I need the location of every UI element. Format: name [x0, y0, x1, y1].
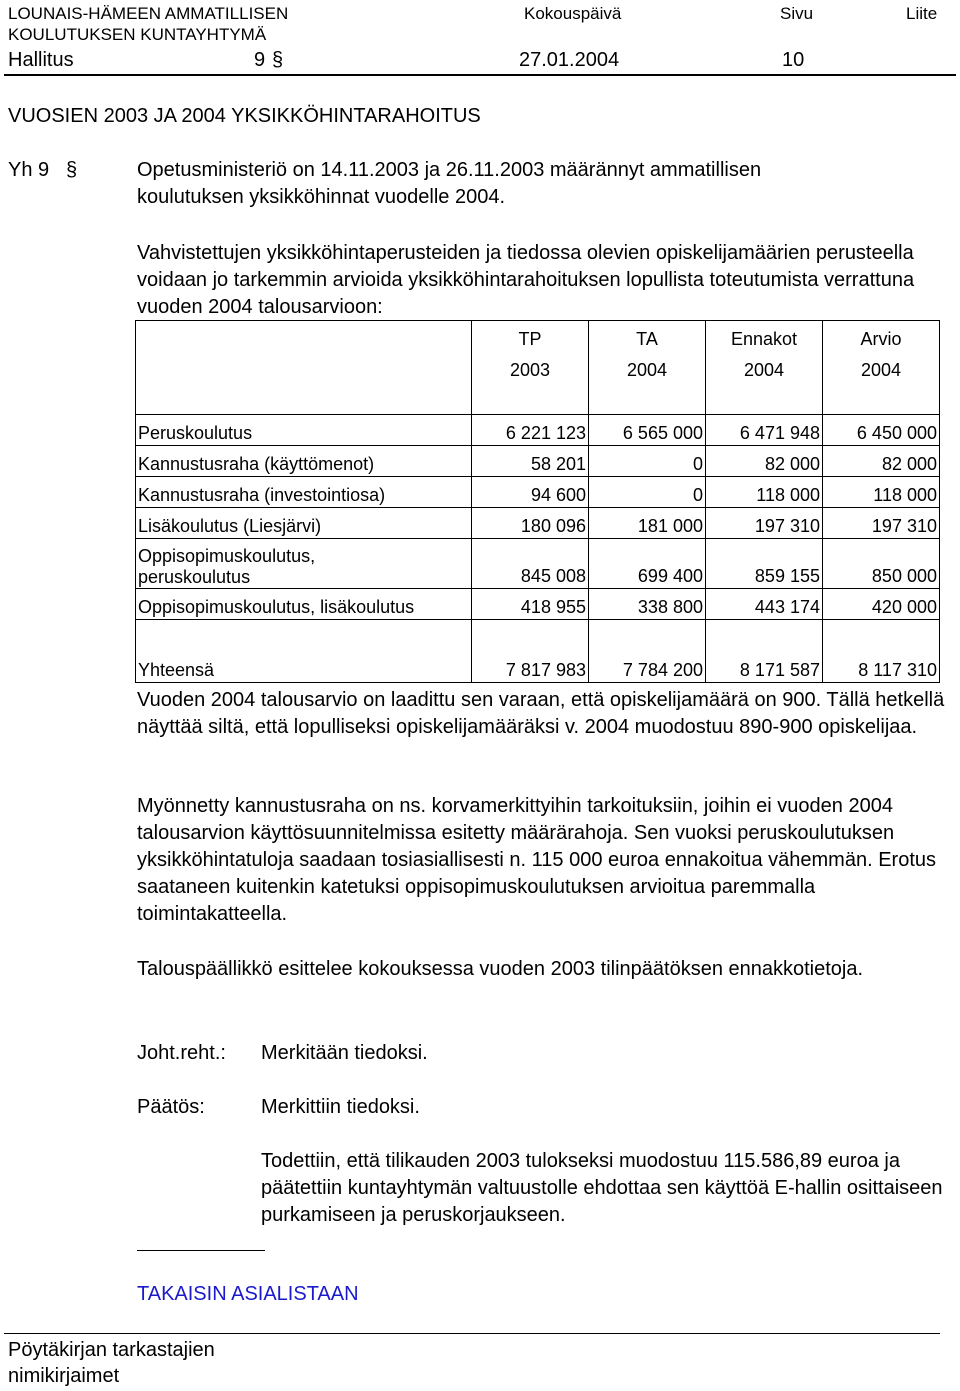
table-col-tp-2003: [472, 321, 589, 415]
item-code: Yh 9: [8, 159, 50, 181]
cell-value: 197 310: [823, 508, 940, 539]
table-col-arvio-2004: [823, 321, 940, 415]
item-intro-line2: koulutuksen yksikköhinnat vuodelle 2004.: [137, 186, 506, 208]
row-label: Oppisopimuskoulutus, lisäkoulutus: [136, 589, 472, 620]
header-rule: [4, 74, 956, 76]
item-section-mark: §: [66, 159, 78, 181]
cell-value: 94 600: [472, 477, 589, 508]
cell-value: 82 000: [823, 446, 940, 477]
table-row: [136, 477, 940, 508]
section-title: VUOSIEN 2003 JA 2004 YKSIKKÖHINTARAHOITUS: [8, 105, 481, 127]
cell-value: 338 800: [589, 589, 706, 620]
total-value: 7 817 983: [472, 620, 589, 683]
cell-value: 82 000: [706, 446, 823, 477]
footer-rule: [4, 1333, 940, 1334]
cell-value: 6 471 948: [706, 415, 823, 446]
cell-value: 443 174: [706, 589, 823, 620]
col-header-line2: 2004: [626, 360, 668, 380]
col-header-line2: 2004: [860, 360, 902, 380]
paragraph-student-count: Vuoden 2004 talousarvio on laadittu sen varaan, että opiskelijamäärä on 900. Tällä hetkellä näyttää siltä, että lopulliseksi opiskelijamääräksi v. 2004 muodostuu 890-900 opiskelijaa.: [137, 689, 945, 738]
back-to-agenda-link[interactable]: TAKAISIN ASIALISTAAN: [137, 1283, 359, 1305]
paragraph-financial-manager: Talouspäällikkö esittelee kokouksessa vuoden 2003 tilinpäätöksen ennakkotietoja.: [137, 958, 864, 980]
table-col-ennakot-2004: [706, 321, 823, 415]
row-label: Lisäkoulutus (Liesjärvi): [136, 508, 472, 539]
cell-value: 6 565 000: [589, 415, 706, 446]
row-label: [136, 539, 472, 589]
cell-value: 197 310: [706, 508, 823, 539]
cell-value: 58 201: [472, 446, 589, 477]
table-header-row: [136, 321, 940, 415]
table-row: [136, 508, 940, 539]
org-name-line2: KOULUTUKSEN KUNTAYHTYMÄ: [8, 25, 267, 44]
cell-value: 859 155: [706, 539, 823, 589]
cell-value: 181 000: [589, 508, 706, 539]
budget-table: [135, 320, 940, 683]
paragraph-incentive: Myönnetty kannustusraha on ns. korvamerkittyihin tarkoituksiin, joihin ei vuoden 2004 talousarvion käyttösuunnitelmissa esitetty määrärahoja. Sen vuoksi peruskoulutuksen yksikköhintatuloja saadaan tosiasiallisesti n. 115 000 euroa ennakoitua vähemmän. Erotus saataneen kuitenkin katetuksi oppisopimuskoulutuksen arvioitua paremmalla toimintakatteella.: [137, 795, 937, 925]
table-row: [136, 589, 940, 620]
row-label: Peruskoulutus: [136, 415, 472, 446]
col-header-line2: 2003: [509, 360, 551, 380]
header-date: 27.01.2004: [519, 49, 620, 71]
item-intro-line1: Opetusministeriö on 14.11.2003 ja 26.11.2003 määrännyt ammatillisen: [137, 159, 762, 181]
row-label-line2: peruskoulutus: [138, 567, 251, 587]
row-label: Kannustusraha (investointiosa): [136, 477, 472, 508]
proposal-text: Merkitään tiedoksi.: [261, 1042, 428, 1064]
header-date-label: Kokouspäivä: [524, 4, 622, 23]
footer-line2: nimikirjaimet: [8, 1365, 120, 1387]
header-page-number: 10: [782, 49, 805, 71]
cell-value: 845 008: [472, 539, 589, 589]
total-label: Yhteensä: [136, 620, 472, 683]
table-col-ta-2004: [589, 321, 706, 415]
cell-value: 0: [589, 446, 706, 477]
col-header-line1: Arvio: [860, 329, 902, 349]
header-attachment-label: Liite: [906, 4, 938, 23]
header-page-label: Sivu: [780, 4, 814, 23]
footer-line1: Pöytäkirjan tarkastajien: [8, 1339, 215, 1361]
header-body-name: Hallitus: [8, 49, 74, 71]
paragraph-intro: Vahvistettujen yksikköhintaperusteiden ja tiedossa olevien opiskelijamäärien perusteella voidaan jo tarkemmin arvioida yksikköhintarahoituksen lopullista toteutumista verrattuna vuoden 2004 talousarvioon:: [137, 242, 915, 318]
header-section-mark: §: [272, 49, 284, 71]
col-header-line1: TP: [518, 329, 542, 349]
header-section-no: 9: [254, 49, 266, 71]
cell-value: 850 000: [823, 539, 940, 589]
row-label-line1: Oppisopimuskoulutus,: [138, 546, 316, 566]
col-header-line1: TA: [636, 329, 658, 349]
cell-value: 118 000: [823, 477, 940, 508]
cell-value: 6 221 123: [472, 415, 589, 446]
total-value: 8 171 587: [706, 620, 823, 683]
cell-value: 699 400: [589, 539, 706, 589]
cell-value: 118 000: [706, 477, 823, 508]
cell-value: 180 096: [472, 508, 589, 539]
cell-value: 420 000: [823, 589, 940, 620]
cell-value: 6 450 000: [823, 415, 940, 446]
decision-label: Päätös:: [137, 1096, 205, 1118]
proposal-label: Joht.reht.:: [137, 1042, 226, 1064]
cell-value: 418 955: [472, 589, 589, 620]
row-label: Kannustusraha (käyttömenot): [136, 446, 472, 477]
decision-text-detail: Todettiin, että tilikauden 2003 tulokseksi muodostuu 115.586,89 euroa ja päätettiin kuntayhtymän valtuustolle ehdottaa sen käyttöä E-hallin osittaiseen purkamiseen ja peruskorjaukseen.: [261, 1150, 943, 1226]
col-header-line2: 2004: [743, 360, 785, 380]
col-header-line1: Ennakot: [730, 329, 798, 349]
total-value: 8 117 310: [823, 620, 940, 683]
decision-text: Merkittiin tiedoksi.: [261, 1096, 420, 1118]
table-row: [136, 539, 940, 589]
signature-rule: [137, 1250, 265, 1251]
total-value: 7 784 200: [589, 620, 706, 683]
table-total-row: [136, 620, 940, 683]
org-name-line1: LOUNAIS-HÄMEEN AMMATILLISEN: [8, 4, 289, 23]
table-row: [136, 415, 940, 446]
table-row: [136, 446, 940, 477]
cell-value: 0: [589, 477, 706, 508]
table-header-blank: [136, 321, 472, 415]
